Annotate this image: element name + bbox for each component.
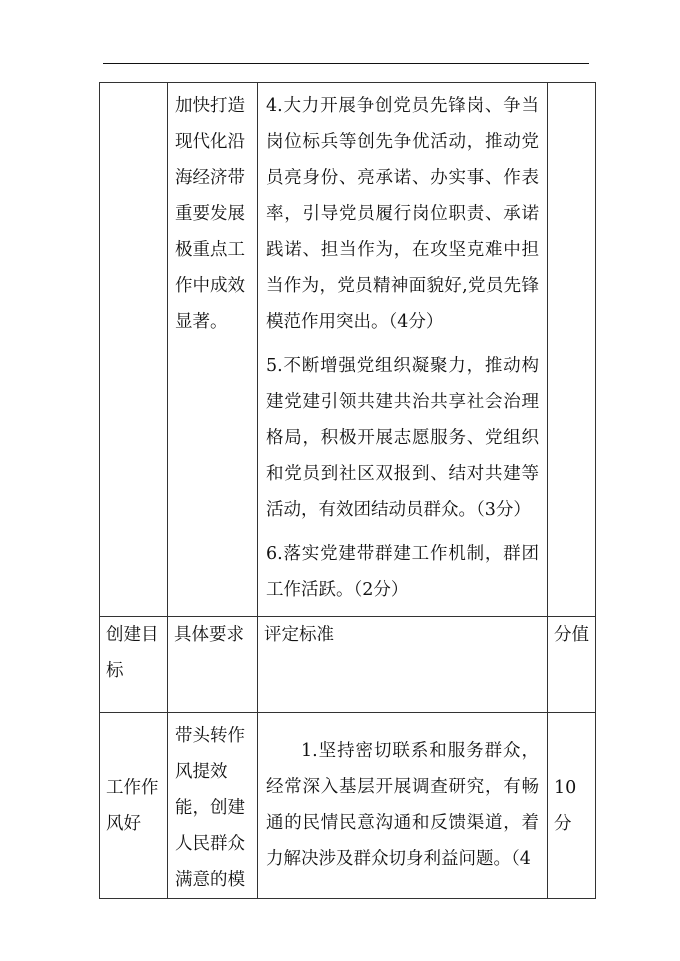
score-cell <box>548 713 596 899</box>
table-row-continued <box>100 83 596 617</box>
criterion-item: 6.落实党建带群建工作机制，群团工作活跃。（2分） <box>266 544 539 600</box>
evaluation-table <box>99 82 596 899</box>
requirement-cell <box>168 713 258 899</box>
header-score: 分值 <box>548 617 596 713</box>
table-row <box>100 713 596 899</box>
goal-cell-empty <box>100 83 168 617</box>
goal-cell <box>100 713 168 899</box>
criterion-item: 4.大力开展争创党员先锋岗、争当岗位标兵等创先争优活动，推动党员亮身份、亮承诺、办实事、作表率，引导党员履行岗位职责、承诺践诺、担当作为，在攻坚克难中担当作为，党员精神面貌好,党员先锋模范作用突出。（4分） <box>266 96 539 332</box>
requirement-text: 加快打造现代化沿海经济带重要发展极重点工作中成效显著。 <box>175 96 245 332</box>
header-rule <box>103 63 589 64</box>
header-requirement: 具体要求 <box>168 617 258 713</box>
score-value: 10分 <box>554 777 577 834</box>
score-cell-empty <box>548 83 596 617</box>
criterion-item: 1.坚持密切联系和服务群众，经常深入基层开展调查研究，有畅通的民情民意沟通和反馈渠道，着力解决涉及群众切身利益问题。（4 <box>266 741 539 869</box>
requirement-cell <box>168 83 258 617</box>
criteria-cell <box>258 713 548 899</box>
requirement-text: 带头转作风提效能，创建人民群众满意的模 <box>175 726 245 890</box>
table-header-row <box>100 617 596 713</box>
header-criteria: 评定标准 <box>258 617 548 713</box>
criterion-item: 5.不断增强党组织凝聚力，推动构建党建引领共建共治共享社会治理格局，积极开展志愿服务、党组织和党员到社区双报到、结对共建等活动，有效团结动员群众。（3分） <box>266 356 539 520</box>
goal-text: 工作作风好 <box>106 777 159 834</box>
criteria-cell <box>258 83 548 617</box>
header-goal: 创建目标 <box>100 617 168 713</box>
